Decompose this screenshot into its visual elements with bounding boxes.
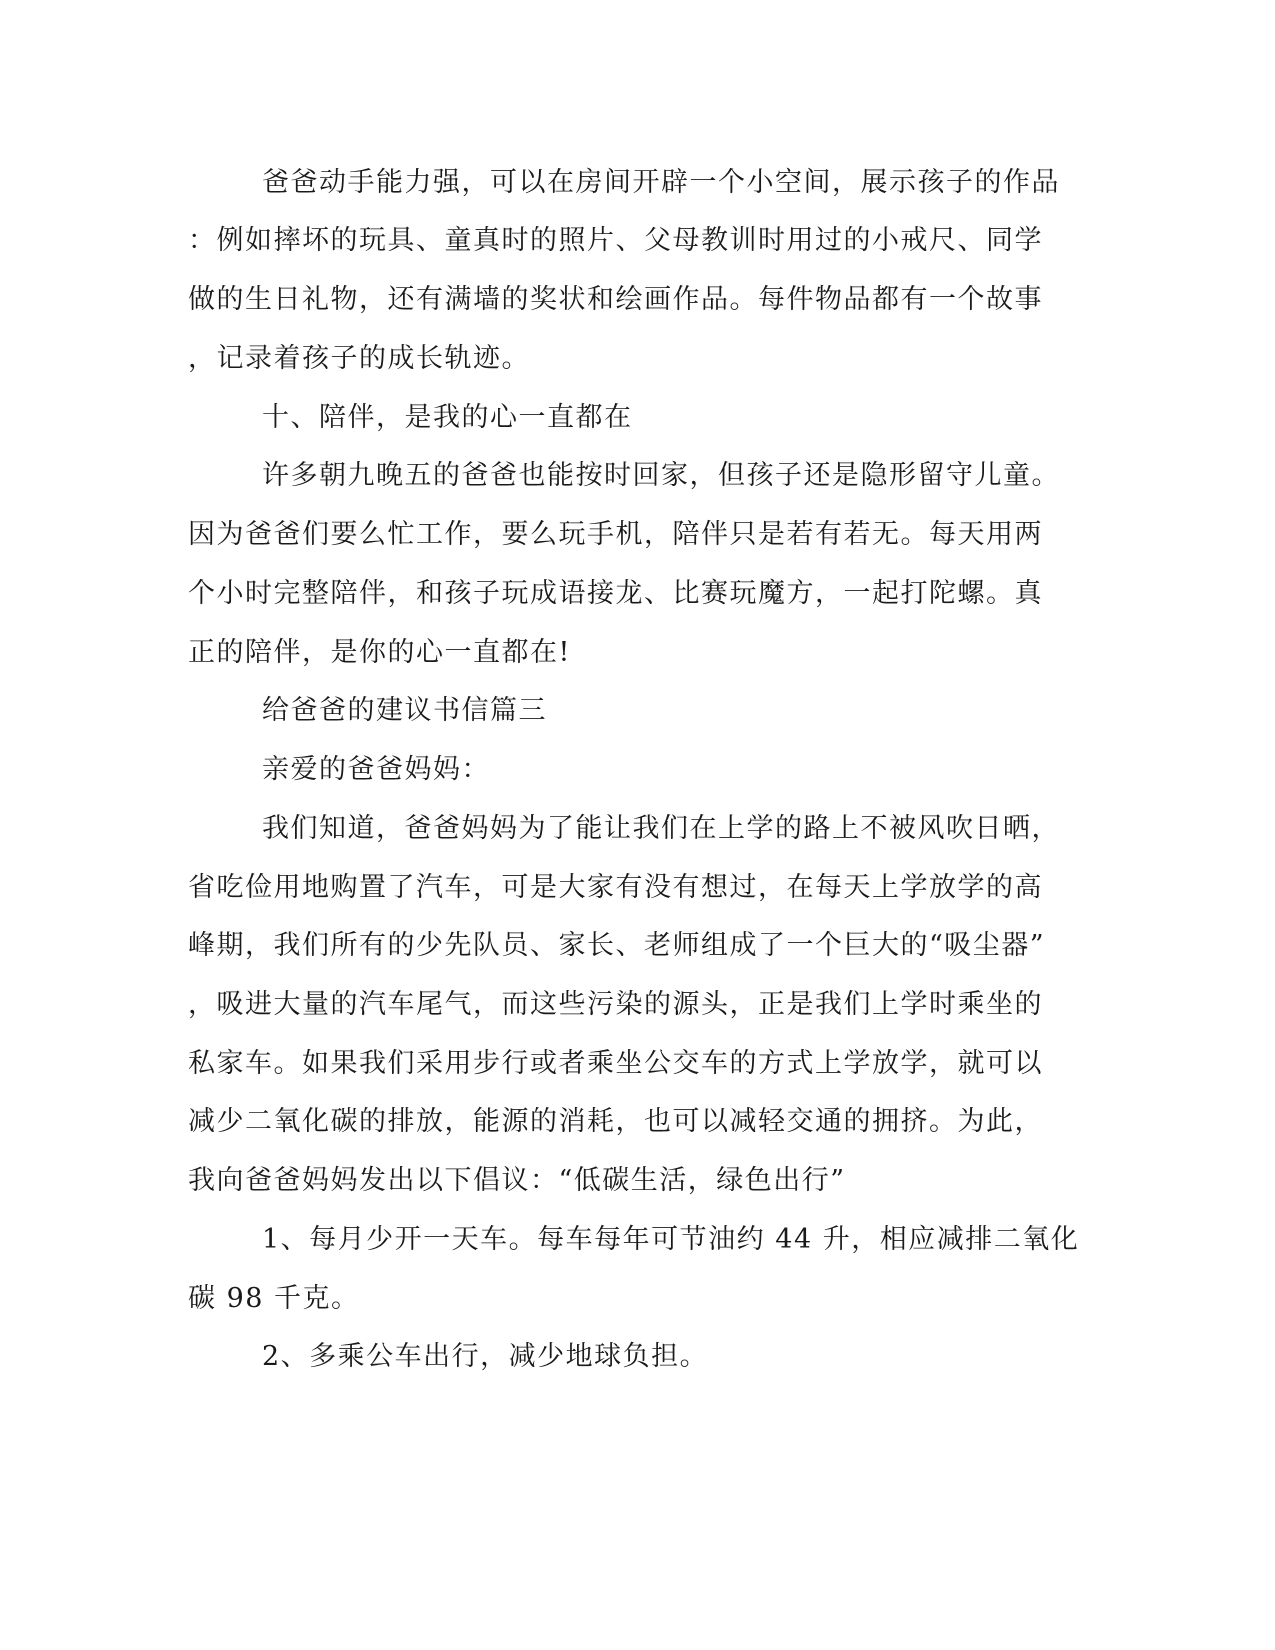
paragraph-line: 减少二氧化碳的排放，能源的消耗，也可以减轻交通的拥挤。为此， <box>188 1106 1043 1137</box>
paragraph-line: ，吸进大量的汽车尾气，而这些污染的源头，正是我们上学时乘坐的 <box>188 989 1043 1020</box>
paragraph-line: ，记录着孩子的成长轨迹。 <box>188 343 530 374</box>
paragraph-line: ：例如摔坏的玩具、童真时的照片、父母教训时用过的小戒尺、同学 <box>188 225 1043 256</box>
paragraph-line: 做的生日礼物，还有满墙的奖状和绘画作品。每件物品都有一个故事 <box>188 284 1043 315</box>
paragraph-line: 因为爸爸们要么忙工作，要么玩手机，陪伴只是若有若无。每天用两 <box>188 519 1043 550</box>
list-item-continuation: 碳 98 千克。 <box>188 1283 360 1314</box>
paragraph-line: 许多朝九晚五的爸爸也能按时回家，但孩子还是隐形留守儿童。 <box>262 460 1060 491</box>
paragraph-line: 爸爸动手能力强，可以在房间开辟一个小空间，展示孩子的作品 <box>262 167 1060 198</box>
letter-title: 给爸爸的建议书信篇三 <box>262 695 547 726</box>
list-item: 2、多乘公车出行，减少地球负担。 <box>262 1341 709 1372</box>
paragraph-line: 个小时完整陪伴，和孩子玩成语接龙、比赛玩魔方，一起打陀螺。真 <box>188 578 1043 609</box>
paragraph-line: 正的陪伴，是你的心一直都在! <box>188 637 571 668</box>
list-item: 1、每月少开一天车。每车每年可节油约 44 升，相应减排二氧化 <box>262 1224 1080 1255</box>
section-heading: 十、陪伴，是我的心一直都在 <box>262 402 633 433</box>
paragraph-line: 私家车。如果我们采用步行或者乘坐公交车的方式上学放学，就可以 <box>188 1048 1043 1079</box>
paragraph-line: 我向爸爸妈妈发出以下倡议：“低碳生活，绿色出行” <box>188 1165 846 1196</box>
paragraph-line: 峰期，我们所有的少先队员、家长、老师组成了一个巨大的“吸尘器” <box>188 930 1046 961</box>
paragraph-line: 省吃俭用地购置了汽车，可是大家有没有想过，在每天上学放学的高 <box>188 872 1043 903</box>
letter-salutation: 亲爱的爸爸妈妈： <box>262 754 490 785</box>
paragraph-line: 我们知道，爸爸妈妈为了能让我们在上学的路上不被风吹日晒， <box>262 813 1060 844</box>
